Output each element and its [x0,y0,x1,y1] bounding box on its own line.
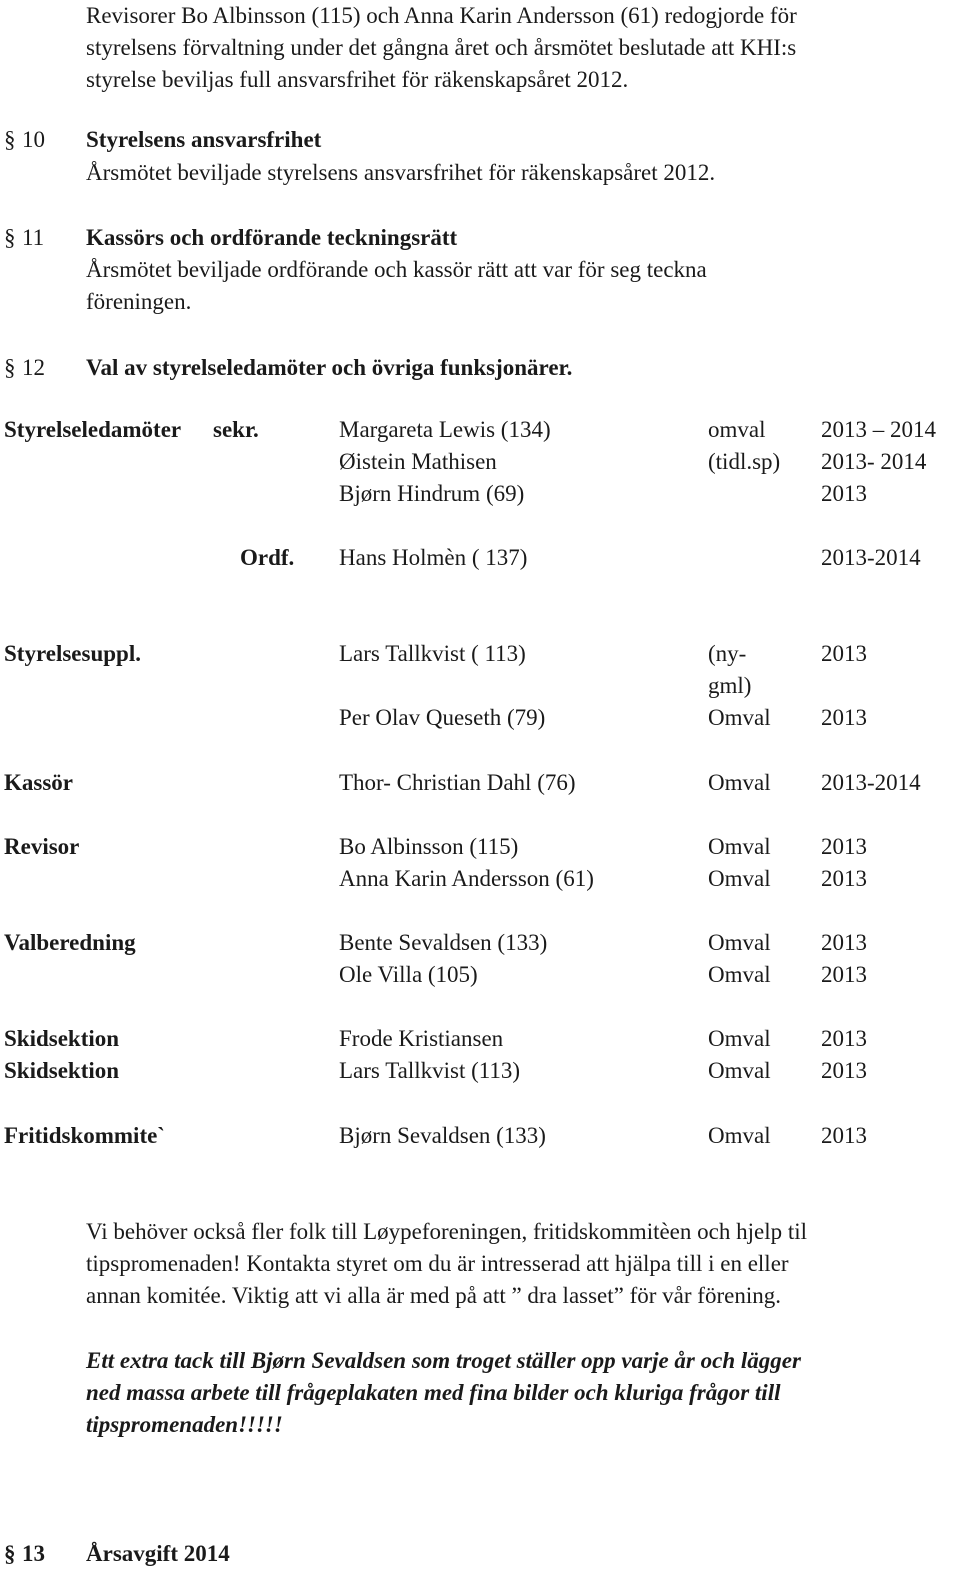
member-name: Bo Albinsson (115) [339,834,519,859]
intro-paragraph [86,0,956,96]
section-number: 12 [22,355,45,380]
role-label: Kassör [4,770,73,795]
member-status: (tidl.sp) [708,449,781,474]
member-name: Lars Tallkvist (113) [339,1058,521,1083]
member-period: 2013 [821,962,867,987]
section-title: Kassörs och ordförande teckningsrätt [86,225,458,250]
member-period: 2013-2014 [821,770,921,795]
member-name: Ole Villa (105) [339,962,478,987]
member-period: 2013 [821,705,867,730]
member-status: (ny- [708,641,747,666]
role-label: Valberedning [4,930,136,955]
role-label: Revisor [4,834,80,859]
member-period: 2013 [821,930,867,955]
member-name: Hans Holmèn ( 137) [339,545,528,570]
member-period: 2013 [821,1123,867,1148]
thanks-line: ned massa arbete till frågeplakaten med fina bilder och kluriga frågor till [86,1380,781,1405]
section-number: 13 [22,1541,45,1566]
member-name: Bjørn Sevaldsen (133) [339,1123,546,1148]
role-label: Styrelsesuppl. [4,641,141,666]
member-name: Frode Kristiansen [339,1026,504,1051]
member-period: 2013 [821,641,867,666]
member-period: 2013- 2014 [821,449,927,474]
role-label: Fritidskommite` [4,1123,165,1148]
section-symbol: § [4,127,16,152]
member-name: Lars Tallkvist ( 113) [339,641,526,666]
member-status: Omval [708,1026,771,1051]
member-period: 2013 [821,866,867,891]
role-label: Skidsektion [4,1026,120,1051]
member-name: Per Olav Queseth (79) [339,705,546,730]
role-sublabel: sekr. [213,417,259,442]
section-title: Styrelsens ansvarsfrihet [86,127,322,152]
member-name: Anna Karin Andersson (61) [339,866,594,891]
role-sublabel: Ordf. [240,545,295,570]
intro-line: Revisorer Bo Albinsson (115) och Anna Karin Andersson (61) redogjorde för [86,3,797,28]
member-status: Omval [708,866,771,891]
member-status: omval [708,417,766,442]
member-period: 2013 – 2014 [821,417,936,442]
appeal-line: annan komitée. Viktig att vi alla är med på att ” dra lasset” för vår förening. [86,1283,781,1308]
member-name: Thor- Christian Dahl (76) [339,770,576,795]
member-name: Bente Sevaldsen (133) [339,930,548,955]
appeal-line: Vi behöver också fler folk till Løypeforeningen, fritidskommitèen och hjelp til [86,1219,808,1244]
member-period: 2013 [821,834,867,859]
member-status: Omval [708,1123,771,1148]
section-symbol: § [4,225,16,250]
section-title: Val av styrelseledamöter och övriga funksjonärer. [86,355,573,380]
section-body-line: Årsmötet beviljade ordförande och kassör rätt att var för seg teckna [86,257,707,282]
member-status: Omval [708,930,771,955]
member-status: Omval [708,1058,771,1083]
member-period: 2013 [821,1058,867,1083]
appeal-paragraph [86,1216,956,1312]
section-title: Årsavgift 2014 [86,1541,230,1566]
member-period: 2013 [821,1026,867,1051]
member-period: 2013 [821,481,867,506]
thanks-line: Ett extra tack till Bjørn Sevaldsen som troget ställer opp varje år och lägger [86,1348,801,1373]
role-label: Styrelseledamöter [4,417,182,442]
member-name: Bjørn Hindrum (69) [339,481,525,506]
member-status: Omval [708,834,771,859]
member-status: Omval [708,770,771,795]
section-number: 10 [22,127,45,152]
section-symbol: § [4,1541,16,1566]
member-period: 2013-2014 [821,545,921,570]
intro-line: styrelse beviljas full ansvarsfrihet för räkenskapsåret 2012. [86,67,629,92]
thanks-line: tipspromenaden!!!!! [86,1412,283,1437]
member-status: Omval [708,962,771,987]
member-name: Margareta Lewis (134) [339,417,551,442]
thanks-paragraph [86,1345,956,1441]
member-status: Omval [708,705,771,730]
member-status: gml) [708,673,752,698]
member-name: Øistein Mathisen [339,449,497,474]
section-body-line: föreningen. [86,289,192,314]
intro-line: styrelsens förvaltning under det gångna året och årsmötet beslutade att KHI:s [86,35,797,60]
appeal-line: tipspromenaden! Kontakta styret om du är intresserad att hjälpa till i en eller [86,1251,789,1276]
role-label: Skidsektion [4,1058,120,1083]
section-symbol: § [4,355,16,380]
section-number: 11 [22,225,45,250]
section-body-line: Årsmötet beviljade styrelsens ansvarsfrihet för räkenskapsåret 2012. [86,160,716,185]
